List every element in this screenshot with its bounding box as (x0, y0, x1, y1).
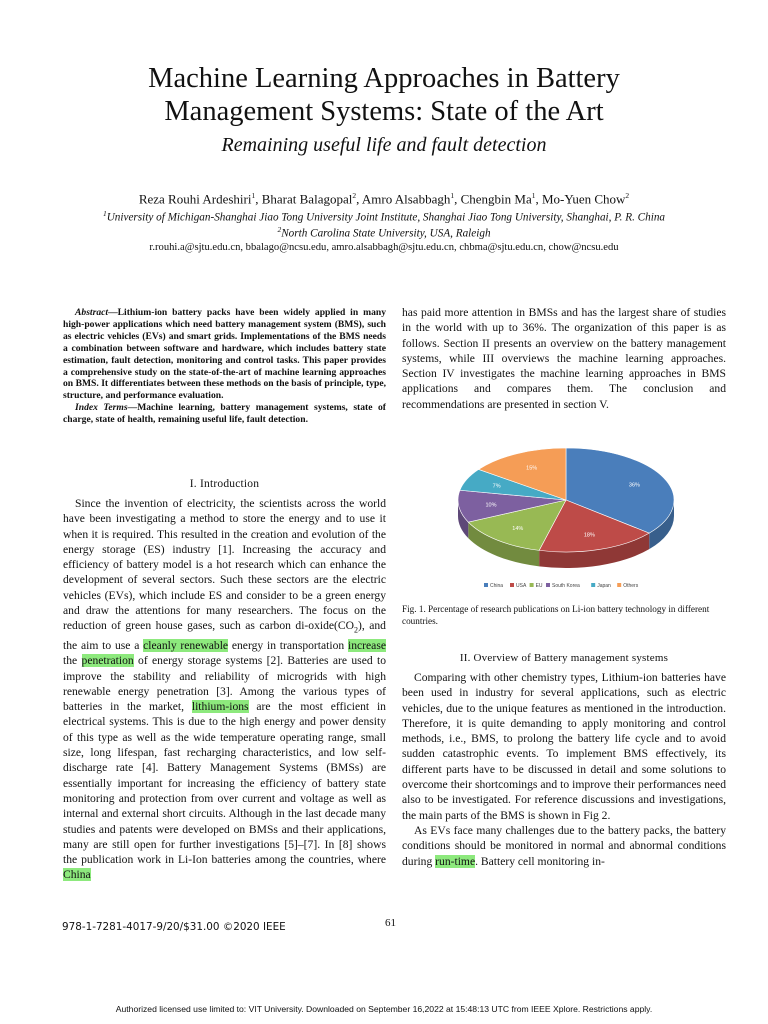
abstract-text: —Lithium-ion battery packs have been widely applied in many high-power applications which need battery management system (BMS), such as electric vehicles (EVs) and smart grids. Implementations of the BMS needs a combination between software and hardware, which includes battery state estimation, fault detection, monitoring and control tasks. This paper provides a comprehensive study on the state-of-the-art of machine learning approaches on BMS. It differentiates between these methods on the basis of principle, type, structure, and performance evaluation. (63, 307, 386, 402)
text-run: . Battery cell monitoring in- (475, 854, 605, 868)
abstract (63, 307, 386, 426)
pie-data-label: 7% (492, 483, 501, 490)
author-sup: 1 (251, 191, 256, 200)
page-number: 61 (385, 917, 396, 929)
legend-label: Japan (597, 583, 611, 589)
pie-data-label: 10% (485, 502, 497, 509)
figure-1-caption: Fig. 1. Percentage of research publications on Li-ion battery technology in different countries. (402, 604, 710, 626)
author-sup: 2 (352, 191, 357, 200)
author: Reza Rouhi Ardeshiri (138, 191, 252, 207)
index-terms-text: —Machine learning, battery management systems, state of charge, state of health, remaining useful life, fault detection. (63, 402, 386, 426)
figure-1-chart (418, 438, 713, 596)
license-notice: Authorized licensed use limited to: VIT University. Downloaded on September 16,2022 at 15:48:13 UTC from IEEE Xplore. Restrictions apply. (115, 1004, 653, 1014)
author-list: Reza Rouhi Ardeshiri$^1$, Bharat Balagopal$^2$, Amro Alsabbagh$^1$, Chengbin Ma$^1$, Mo-Yuen Chow$^2$ (138, 191, 630, 207)
legend-swatch (546, 583, 550, 587)
legend-label: China (490, 583, 504, 589)
highlight: increase (348, 638, 386, 652)
highlight: cleanly renewable (143, 638, 229, 652)
author-emails: r.rouhi.a@sjtu.edu.cn, bbalago@ncsu.edu, amro.alsabbagh@sjtu.edu.cn, chbma@sjtu.edu.cn, chow@ncsu.edu (149, 242, 619, 253)
pie-data-label: 14% (512, 526, 524, 533)
affiliation-text: North Carolina State University, USA, Raleigh (281, 227, 491, 240)
text-run: are the most efficient in electrical systems. This is due to the high energy and power density of this type as well as the wide temperature operating range, small size, long lifespan, fast recharging characteristics, and low self-discharge rate [4]. Battery Management Systems (BMSs) are essentially important for increasing the efficiency of battery state monitoring and protection from over current and voltage as well as internal and external short circuits. Although in the last decade many studies and patents were developed on BMSs and their applications, many are still open for further investigations [5]–[7]. In [8] shows the publication work in Li-Ion batteries among the countries, where (63, 700, 386, 867)
pie-chart-svg (418, 438, 713, 596)
author-sup: 1 (450, 191, 455, 200)
legend-swatch (510, 583, 514, 587)
title-line-2: Management Systems: State of the Art (164, 96, 604, 127)
legend-swatch (484, 583, 488, 587)
affiliation-sup: 1 (102, 209, 107, 218)
pie-data-label: 15% (526, 465, 538, 472)
paper-title (0, 62, 768, 128)
affiliation-2 (0, 225, 768, 240)
index-terms-label: Index Terms (75, 402, 128, 414)
affiliation-text: University of Michigan-Shanghai Jiao Tong University Joint Institute, Shanghai Jiao Tong University, Shanghai, P. R. China (106, 211, 666, 224)
author-sup: 2 (625, 191, 630, 200)
author: Mo-Yuen Chow (542, 191, 626, 207)
legend-swatch (591, 583, 595, 587)
legend-swatch (530, 583, 534, 587)
intro-continuation: has paid more attention in BMSs and has the largest share of studies in the world with up to 36%. The organization of this paper is as follows. Section II presents an overview on the battery management systems, while III overviews the machine learning approaches. Section IV investigates the machine learning approaches in BMS applications and compares them. The conclusion and recommendations are presented in section V. (402, 306, 726, 411)
subscript: 2 (354, 625, 359, 635)
author: Bharat Balagopal (261, 191, 353, 207)
legend-swatch (617, 583, 621, 587)
section-heading-introduction: I. Introduction (189, 478, 260, 490)
index-terms (63, 402, 386, 426)
highlight: China (63, 868, 91, 882)
author-sup: 1 (531, 191, 536, 200)
text-run: energy in transportation (228, 638, 348, 652)
affiliation-sup: 2 (277, 225, 282, 234)
text-run: of energy storage systems [2]. Batteries are used to improve the stability and reliability of microgrids with high renewable energy penetration [3]. Among the various types of batteries in the market, (63, 654, 386, 714)
introduction-paragraph (63, 496, 386, 883)
abstract-label: Abstract (75, 307, 109, 318)
affiliation-1 (0, 209, 768, 224)
abstract-paragraph (63, 307, 386, 402)
text-run: Since the invention of electricity, the scientists across the world have been investigating a method to store the energy and to use it when it is required. This resulted in the creation and evolution of the energy storage (ES) industry [1]. Increasing the accuracy and efficiency of battery model is a hot research which can enhance the development of several sectors. Such these sectors are the electric vehicles (EVs), which include ES and consider to be a green energy and draw the attentions for many researchers. The focus on the reduction of green house gases, such as carbon di-oxide(CO (63, 497, 386, 633)
section-2-body (402, 670, 726, 869)
pie-data-label: 36% (628, 482, 640, 489)
title-line-1: Machine Learning Approaches in Battery (148, 63, 620, 94)
footer-isbn: 978-1-7281-4017-9/20/$31.00 ©2020 IEEE (62, 921, 286, 933)
legend-label: South Korea (552, 583, 580, 589)
section-2-paragraph (402, 823, 726, 869)
pie-data-label: 18% (583, 532, 595, 539)
legend-label: USA (516, 583, 527, 589)
author: Amro Alsabbagh (361, 191, 451, 207)
highlight: lithium-ions (191, 700, 249, 714)
section-heading-overview: II. Overview of Battery management systems (459, 652, 669, 664)
highlight: penetration (81, 654, 134, 668)
legend-label: Others (623, 583, 639, 589)
text-run: ), and the aim to use a (63, 619, 386, 652)
author: Chengbin Ma (460, 191, 532, 207)
legend-label: EU (535, 583, 543, 589)
highlight: run-time (435, 854, 476, 868)
section-2-paragraph: Comparing with other chemistry types, Lithium-ion batteries have been used in industry for several applications, such as electric vehicles, due to the unique features as mentioned in the introduction. Therefore, it is quite demanding to apply monitoring and control methods, i.e., BMS, to prolong the battery life cycle and to avoid sudden catastrophic events. To implement BMS effectively, its different parts have to be discussed in detail and some solutions to overcome their shortcomings and to improve their performances need also to be investigated. For reference discussions and investigations, the main parts of the BMS is shown in Fig 2. (402, 671, 726, 822)
paper-subtitle: Remaining useful life and fault detection (221, 134, 547, 156)
introduction-body (63, 496, 386, 883)
text-run: the (63, 654, 82, 668)
text-run: As EVs face many challenges due to the battery packs, the battery conditions should be monitored in normal and abnormal conditions during (402, 823, 726, 868)
